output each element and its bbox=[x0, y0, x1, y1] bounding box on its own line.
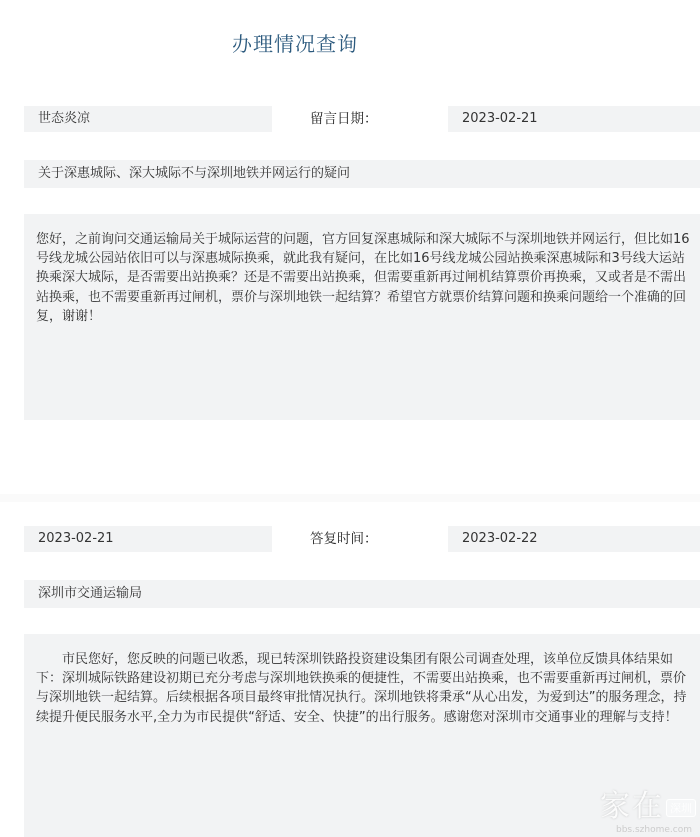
section-divider bbox=[0, 494, 700, 502]
reply-date-label: 答复时间： bbox=[310, 531, 378, 547]
received-date-field: 2023-02-21 bbox=[24, 526, 272, 552]
watermark-badge: 深圳 bbox=[666, 799, 696, 817]
author-field: 世态炎凉 bbox=[24, 106, 272, 132]
subject-field: 关于深惠城际、深大城际不与深圳地铁并网运行的疑问 bbox=[24, 160, 700, 188]
reply-date-field: 2023-02-22 bbox=[448, 526, 700, 552]
message-date-label: 留言日期： bbox=[310, 111, 378, 127]
message-date-field: 2023-02-21 bbox=[448, 106, 700, 132]
page-title: 办理情况查询 bbox=[232, 32, 358, 56]
watermark-logo: 家在 bbox=[600, 789, 664, 824]
department-field: 深圳市交通运输局 bbox=[24, 580, 700, 608]
reply-content: 市民您好，您反映的问题已收悉，现已转深圳铁路投资建设集团有限公司调查处理，该单位反馈具体结果如下：深圳城际铁路建设初期已充分考虑与深圳地铁换乘的便捷性，不需要出站换乘，也不需要重新再过闸机，票价与深圳地铁一起结算。后续根据各项目最终审批情况执行。深圳地铁将秉承“从心出发，为爱到达”的服务理念，持续提升便民服务水平,全力为市民提供“舒适、安全、快捷”的出行服务。感谢您对深圳市交通事业的理解与支持！ bbox=[24, 634, 700, 837]
watermark-url: bbs.szhome.com bbox=[616, 825, 692, 835]
message-content: 您好，之前询问交通运输局关于城际运营的问题，官方回复深惠城际和深大城际不与深圳地铁并网运行，但比如16号线龙城公园站依旧可以与深惠城际换乘，就此我有疑问，在比如16号线龙城公园站换乘深惠城际和3号线大运站换乘深大城际，是否需要出站换乘？还是不需要出站换乘，但需要重新再过闸机结算票价再换乘，又或者是不需出站换乘，也不需要重新再过闸机，票价与深圳地铁一起结算？希望官方就票价结算问题和换乘问题给一个准确的回复，谢谢！ bbox=[24, 214, 700, 420]
